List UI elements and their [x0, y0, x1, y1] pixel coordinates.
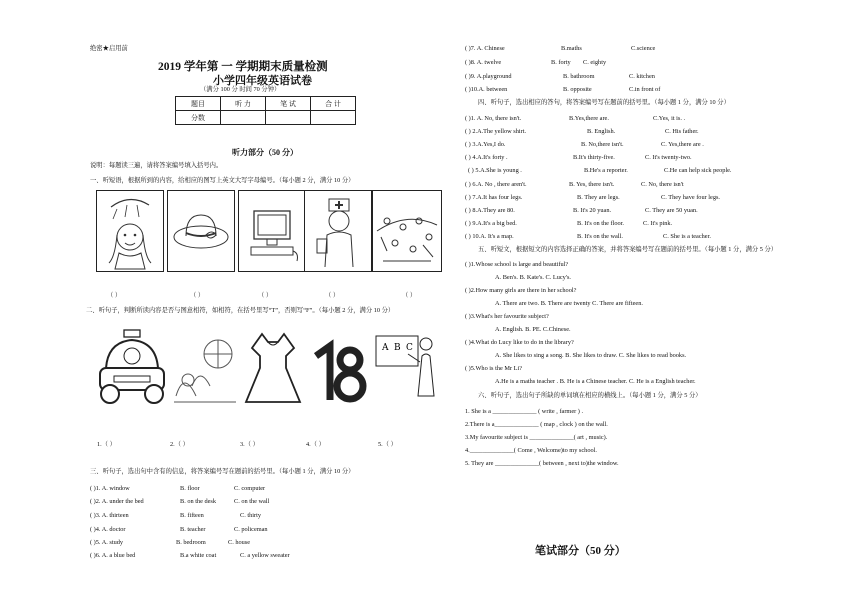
question-text: ( ) 8.A.They are 80.: [465, 207, 515, 214]
answer-paren[interactable]: （ ）: [258, 292, 273, 299]
picture-dress: [240, 326, 306, 412]
fill-blank-4[interactable]: 4.______________( Come , Welcome)to my school.: [465, 447, 597, 454]
option-b: B.Yes,there are.: [569, 115, 609, 122]
option-c: C. house: [228, 539, 251, 546]
part5-heading: 五、听短文，根据短文的内容选择正确的答案，并将答案编号写在题前的括号里。（每小题 1 分，满分 5 分）: [478, 246, 778, 253]
score-cell[interactable]: [221, 111, 266, 125]
fill-blank-5[interactable]: 5. They are ______________( between , next to)the window.: [465, 460, 619, 467]
secret-label: 绝密★启用前: [90, 45, 128, 52]
listening-note: 说明：每题读三遍，请将答案编号填入括号内。: [90, 162, 223, 169]
question-text: ( ) 4.A.It's forty .: [465, 154, 508, 161]
option-b: B. forty: [551, 59, 571, 66]
reading-question: ( )3.What's her favourite subject?: [465, 313, 549, 320]
option-b: B. opposite: [563, 86, 592, 93]
option-c: C. They are 50 yuan.: [645, 207, 698, 214]
question-text: ( ) 9.A.It's a big bed.: [465, 220, 517, 227]
answer-paren[interactable]: （ ）: [107, 292, 122, 299]
part2-heading: 二、听句子，判断所读内容是否与图意相符，如相符，在括号里写“T”，否则写“F”。（每小题 2 分，满分 10 分）: [86, 307, 395, 314]
option-c: C. policeman: [234, 526, 268, 533]
option-c: C. It's pink.: [643, 220, 673, 227]
reading-options: A. There are two. B. There are twenty C. There are fifteen.: [495, 300, 643, 307]
question-text: ( )6. A. a blue bed: [90, 552, 136, 559]
question-text: ( ) 2.A.The yellow shirt.: [465, 128, 527, 135]
reading-question: ( )4.What do Lucy like to do in the library?: [465, 339, 574, 346]
option-b: B.It's thirty-five.: [573, 154, 615, 161]
option-c: C. kitchen: [629, 73, 655, 80]
score-cell[interactable]: [266, 111, 311, 125]
question-text: ( )1. A. window: [90, 485, 130, 492]
option-b: B. It's on the wall.: [577, 233, 623, 240]
answer-paren[interactable]: （ ）: [325, 292, 340, 299]
option-b: B. fifteen: [180, 512, 204, 519]
part2-answer-3[interactable]: 3.（ ）: [240, 441, 259, 448]
part6-heading: 六、听句子，选出句子所缺的单词填在相应的横线上。（每小题 1 分，满分 5 分）: [478, 392, 702, 399]
score-table-header: 笔 试: [266, 97, 311, 111]
option-c: C. His father.: [665, 128, 699, 135]
answer-paren[interactable]: （ ）: [402, 292, 417, 299]
question-text: ( )3. A. thirteen: [90, 512, 129, 519]
question-text: ( )5. A. study: [90, 539, 124, 546]
question-text: ( )8. A. twelve: [465, 59, 502, 66]
part4-heading: 四、听句子，选出相应的答句，将答案编号写在题前的括号里。（每小题 1 分，满分 10 分）: [478, 99, 730, 106]
picture-taxi: [94, 326, 170, 412]
option-b: B. bedroom: [176, 539, 206, 546]
exam-title: 2019 学年第 一 学期期末质量检测: [158, 61, 328, 73]
part2-answer-5[interactable]: 5.（ ）: [378, 441, 397, 448]
option-c: C.in front of: [629, 86, 661, 93]
question-text: ( ) 6.A. No , there aren't.: [465, 181, 527, 188]
picture-playground: [372, 190, 442, 272]
option-c: C.science: [631, 45, 656, 52]
fill-blank-3[interactable]: 3.My favourite subject is ______________( art , music).: [465, 434, 608, 441]
option-b: B. It's 20 yuan.: [573, 207, 612, 214]
option-c: C. She is a teacher.: [663, 233, 711, 240]
option-c: C. It's twenty-two.: [645, 154, 692, 161]
option-b: B.a white coat: [180, 552, 217, 559]
option-c: C. No, there isn't: [641, 181, 684, 188]
option-b: B.He's a reporter.: [584, 167, 628, 174]
picture-doctor: [304, 190, 372, 272]
part2-answer-4[interactable]: 4.（ ）: [306, 441, 325, 448]
option-b: B. English.: [587, 128, 616, 135]
picture-number-18: [306, 326, 372, 412]
option-c: C.He can help sick people.: [664, 167, 732, 174]
score-cell[interactable]: [311, 111, 356, 125]
option-c: C. computer: [234, 485, 266, 492]
svg-text:C: C: [406, 343, 413, 353]
score-row-label: 分数: [176, 111, 221, 125]
option-c: C. a yellow sweater: [240, 552, 290, 559]
picture-girl-shower: [96, 190, 164, 272]
part3-heading: 三、听句子，选出句中含有的信息，将答案编号写在题前的括号里。（每小题 1 分，满分 10 分）: [90, 468, 355, 475]
option-b: B.maths: [561, 45, 582, 52]
reading-question: ( )1.Whose school is large and beautiful?: [465, 261, 569, 268]
score-table-header: 合 计: [311, 97, 356, 111]
picture-computer: [238, 190, 306, 272]
option-c: C. They have four legs.: [661, 194, 720, 201]
reading-question: ( )5.Who is the Mr Li?: [465, 365, 523, 372]
option-b: B. on the desk: [180, 498, 217, 505]
question-text: ( ) 3.A.Yes,I do.: [465, 141, 506, 148]
option-b: B. bathroom: [563, 73, 595, 80]
reading-options: A.He is a maths teacher . B. He is a Chinese teacher. C. He is a English teacher.: [495, 378, 696, 385]
answer-paren[interactable]: （ ）: [190, 292, 205, 299]
score-table-header: 题目: [176, 97, 221, 111]
fill-blank-1[interactable]: 1. She is a ______________ ( write , farmer ) .: [465, 408, 584, 415]
option-b: B. teacher: [180, 526, 206, 533]
question-text: ( ) 5.A.She is young .: [468, 167, 522, 174]
option-b: B. floor: [180, 485, 200, 492]
picture-hat: [167, 190, 235, 272]
reading-options: A. English. B. PE. C.Chinese.: [495, 326, 571, 333]
question-text: ( )4. A. doctor: [90, 526, 126, 533]
option-c: C. on the wall: [234, 498, 270, 505]
exam-subtitle: 小学四年级英语试卷: [213, 75, 312, 87]
part1-heading: 一、听短语，根据所到的内容，给相应的图写上英文大写字母编号。（每小题 2 分，满分 10 分）: [90, 177, 355, 184]
option-b: B. It's on the floor.: [577, 220, 624, 227]
svg-text:B: B: [394, 343, 401, 353]
fill-blank-2[interactable]: 2.There is a______________ ( map , clock ) on the wall.: [465, 421, 608, 428]
question-text: ( )2. A. under the bed: [90, 498, 144, 505]
svg-text:A: A: [382, 343, 389, 353]
option-b: B. Yes, there isn't.: [569, 181, 615, 188]
score-table-header: 听 力: [221, 97, 266, 111]
option-c: C. thirty: [240, 512, 261, 519]
question-text: ( )10.A. between: [465, 86, 508, 93]
option-c: C.Yes, it is. .: [653, 115, 686, 122]
reading-options: A. Ben's. B. Kate's. C. Lucy's.: [495, 274, 571, 281]
question-text: ( ) 10.A. It's a map.: [465, 233, 514, 240]
listening-heading: 听力部分（50 分）: [232, 148, 298, 157]
picture-park: [170, 326, 240, 412]
question-text: ( )9. A.playground: [465, 73, 512, 80]
reading-options: A. She likes to sing a song. B. She likes to draw. C. She likes to read books.: [495, 352, 687, 359]
option-b: B. No,there isn't.: [581, 141, 624, 148]
option-c: C. eighty: [583, 59, 607, 66]
exam-info: （满分 100 分 时间 70 分钟）: [200, 86, 281, 93]
picture-teacher: [372, 326, 442, 412]
option-c: C. Yes,there are .: [661, 141, 704, 148]
option-b: B. They are legs.: [577, 194, 620, 201]
written-heading: 笔试部分（50 分）: [535, 545, 626, 557]
question-text: ( )1. A. No, there isn't.: [465, 115, 522, 122]
question-text: ( ) 7.A.It has four legs.: [465, 194, 523, 201]
part2-answer-1[interactable]: 1.（ ）: [97, 441, 116, 448]
part2-answer-2[interactable]: 2.（ ）: [170, 441, 189, 448]
question-text: ( )7. A. Chinese: [465, 45, 505, 52]
reading-question: ( )2.How many girls are there in her school?: [465, 287, 577, 294]
score-table: [175, 96, 356, 125]
